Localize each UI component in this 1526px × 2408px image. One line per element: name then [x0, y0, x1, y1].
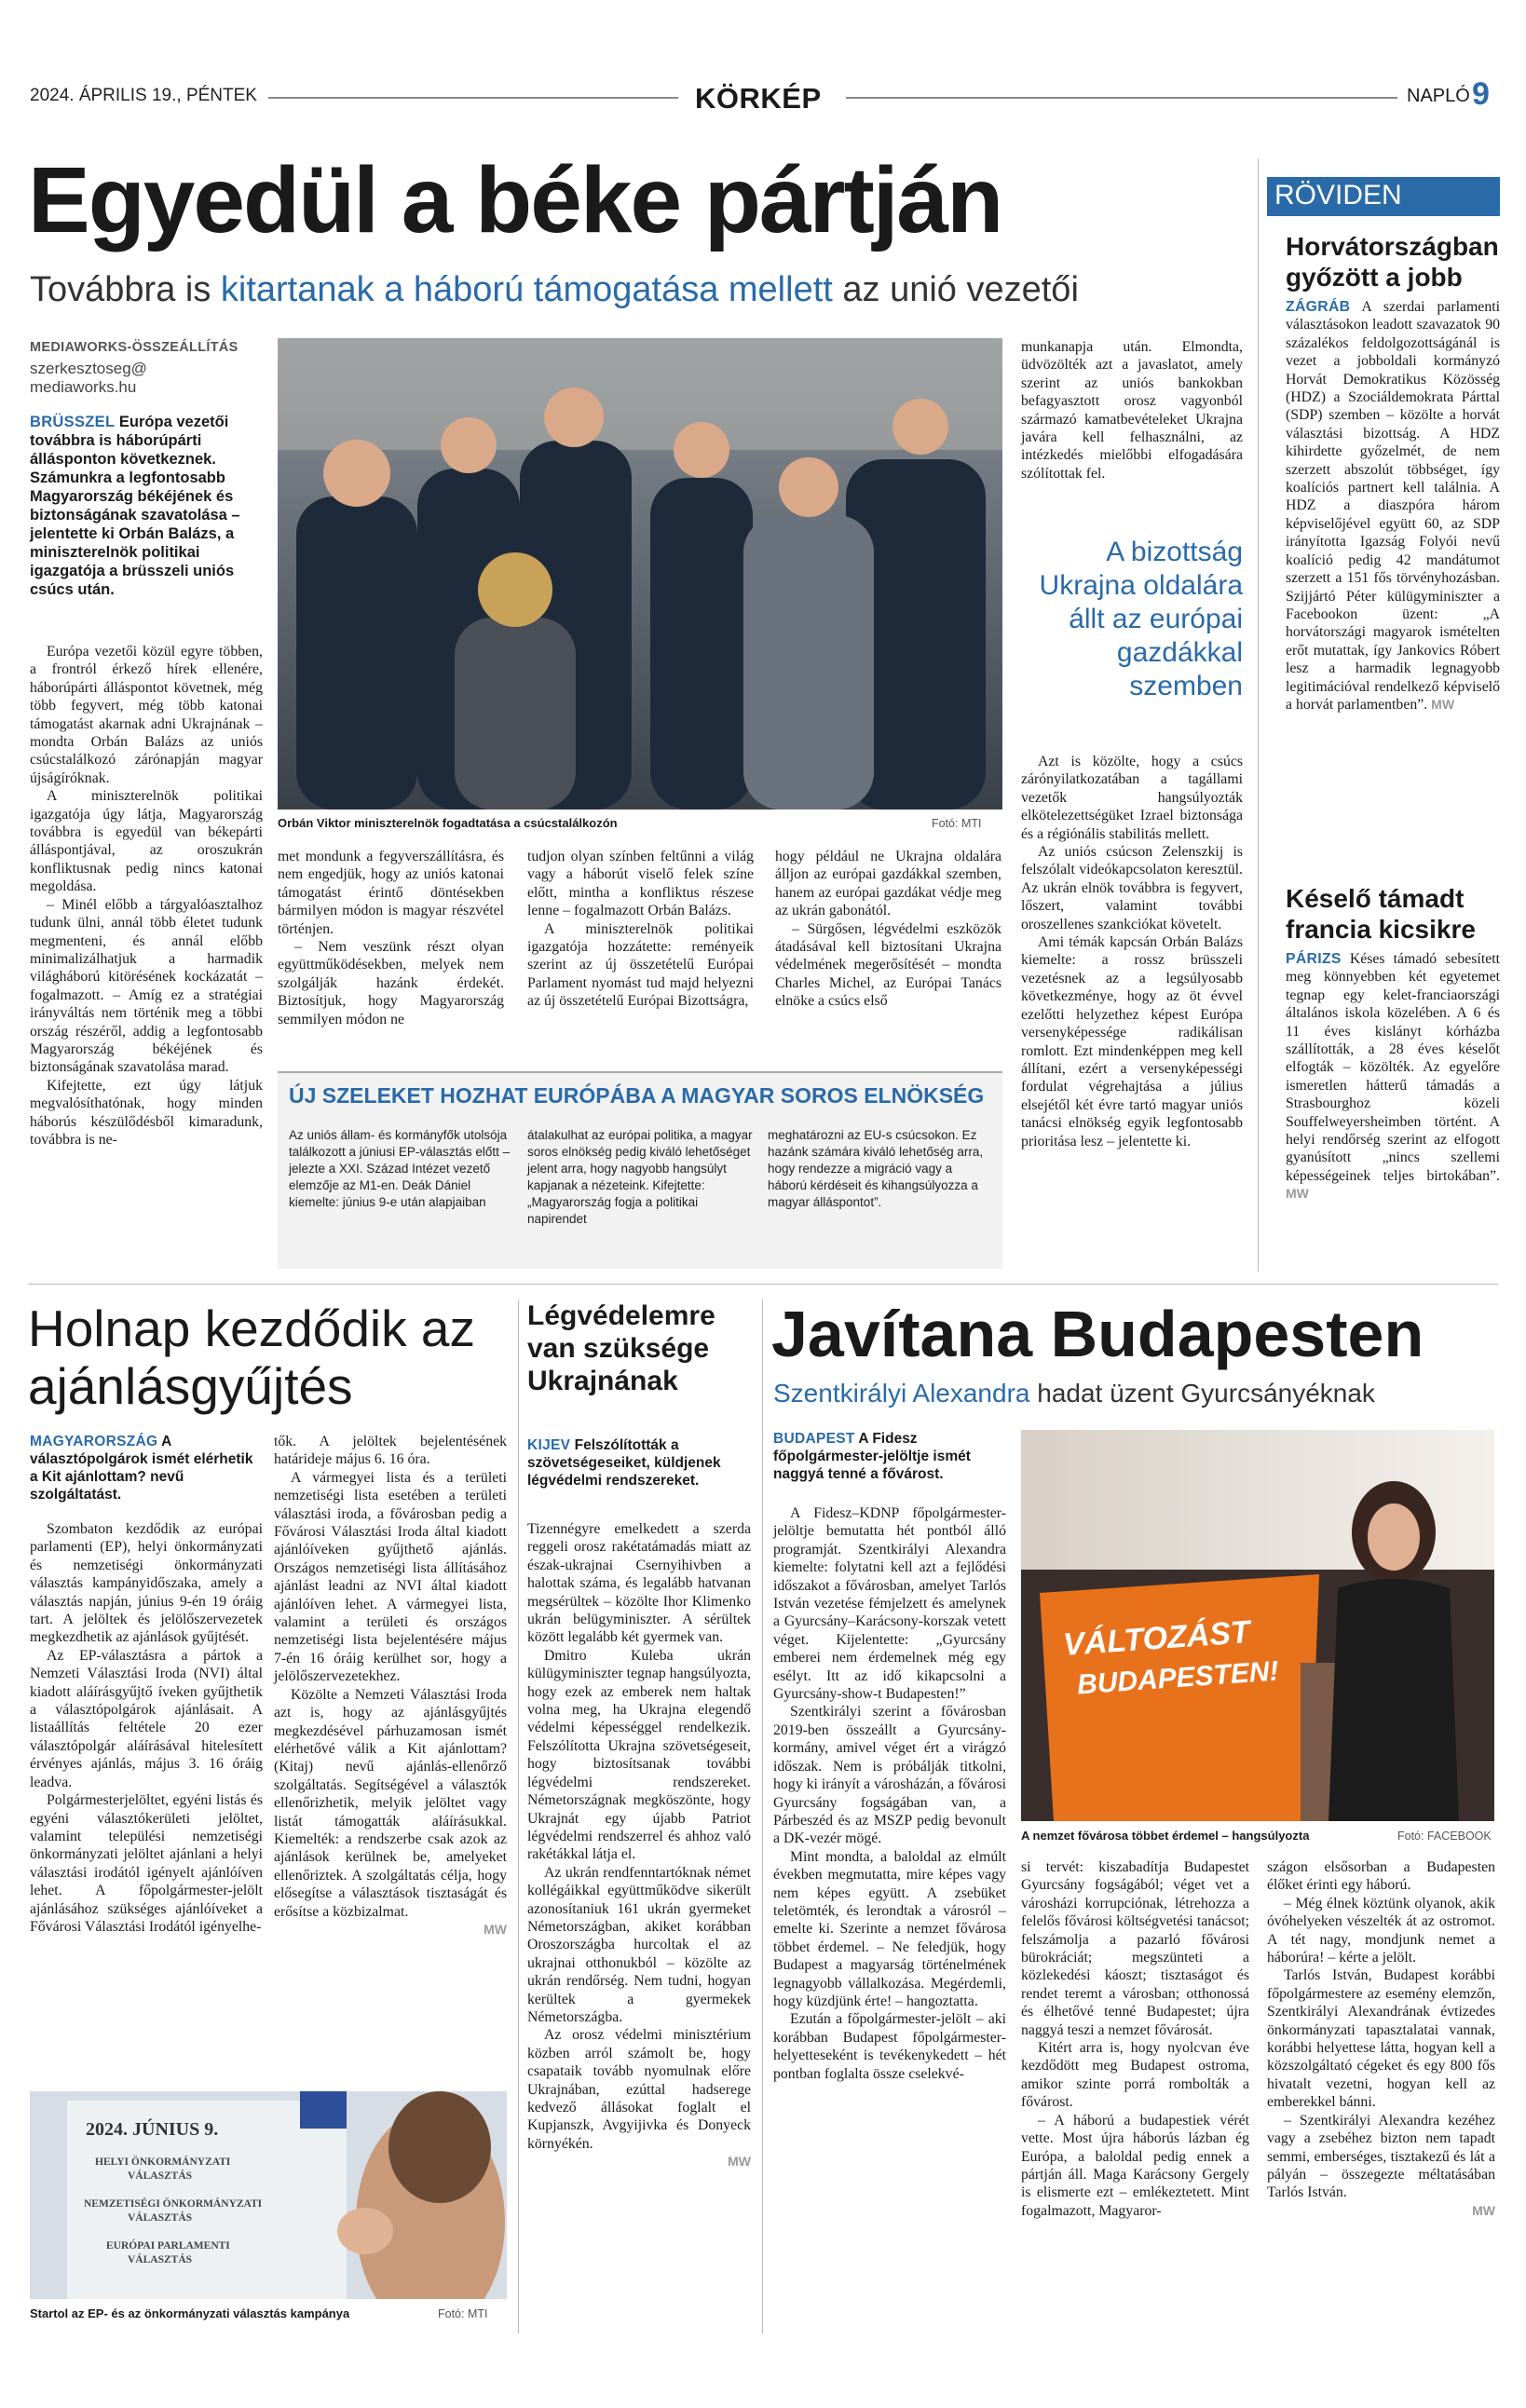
- paragraph: si tervét: kiszabadítja Budapestet Gyurcsány fogságából; véget vet a városházi korrupciónak, létrehozza a felelős fővárosi költségvetési tanácsot; felszámolja a pazarló fővárosi bürokráciát; megszünteti a közlekedési káoszt; tisztaságot és rendet teremt a városban; otthonossá és élhetővé tenné Budapestet; újra naggyá teszi a nemzet fővárosát.: [1021, 1859, 1249, 2038]
- budapest-lead-text: A Fidesz főpolgármester-jelöltje ismét naggyá tenné a fővárost.: [773, 1431, 971, 1482]
- ajanlas-col-1: [30, 1520, 263, 1936]
- sidebar-text-2: Késes támadó sebesített meg könnyebben két egyetemet tegnap egy kelet-franciaországi általános iskola közelében. A 6 és 11 éves kislányt kórházba szállították, a 28 éves késelőt elfogták – közölték. Az egyelőre ismeretlen hátterű támadás a Strasbourghoz közeli Souffelweyersheimben történt. A helyi rendőrség szerint az elfogott gyanúsított „nincs szellemi képességeinek teljes birtokában”.: [1286, 951, 1500, 1184]
- ajanlas-lead: [30, 1433, 263, 1503]
- sidebar-kicker-2: PÁRIZS: [1286, 951, 1342, 967]
- paragraph: A miniszterelnök politikai igazgatója úgy látja, Magyarország továbbra is egyedül van békepárti álláspontjával, az oroszukrán konfliktusnak pedig nincs katonai megoldása.: [30, 788, 263, 895]
- main-col-5: [1021, 753, 1243, 1150]
- paragraph: – Minél előbb a tárgyalóasztalhoz tudunk ülni, annál több életet tudunk megmenteni, és annál előbb minimalizálhatjuk a harmadik világháború kitörésének kockázatát – fogalmazott. – Amíg ez a stratégiai irányváltás nem történik meg a többi ország részéről, addig a legfontosabb Magyarország békéjének és biztonságának szavatolása marad.: [30, 896, 263, 1076]
- paragraph: – A háború a budapestiek vérét vette. Most újra háborús lázban ég Európa, a baloldal pedig ennek a pártján áll. Maga Karácsony Gergely is elismerte ezt – emlékeztetett. Mint fogalmazott, Magyaror-: [1021, 2112, 1249, 2219]
- paragraph: Európa vezetői közül egyre többen, a frontról érkező hírek ellenére, háborúpárti álláspontot követnek, még több fegyvert, még több katonai támogatást akarnak adni Ukrajnának – mondta Orbán Balázs az uniós csúcstalálkozó zárónapján magyar újságíróknak.: [30, 644, 263, 786]
- legvedelem-lead: [527, 1436, 751, 1490]
- subtitle-highlight: kitartanak a háború támogatása mellett: [220, 270, 833, 309]
- main-photo-credit: Fotó: MTI: [932, 817, 982, 830]
- header-rule-right: [846, 97, 1397, 99]
- ajanlas-photo-credit: Fotó: MTI: [438, 2307, 488, 2320]
- paragraph: Ami témák kapcsán Orbán Balázs kiemelte: a rossz brüsszeli vezetésnek az a legsúlyosabb következménye, hogy az öt évvel ezelőtti helyzethez képest Európa versenyképessége radikálisan romlott. Ezt mindenképpen meg kell állítani, ezért a versenyképességi fordulat végrehajtása a július elsejétől két évre tartó magyar uniós tanácsi elnökség egyik legfontosabb prioritása lesz – jelentette ki.: [1021, 934, 1243, 1150]
- paragraph: Dmitro Kuleba ukrán külügyminiszter tegnap hangsúlyozta, hogy ezek az emberek nem haltak volna meg, ha Ukrajna elegendő védelmi képességgel rendelkezik. Felszólította Ukrajna szövetségeseit, hogy biztosítsanak további légvédelmi rendszereket. Németországnak megköszönte, hogy Ukrajnát egy újabb Patriot légvédelmi rendszerrel és ahhoz való rakétákkal látja el.: [527, 1647, 751, 1863]
- budapest-lead: [773, 1430, 1006, 1483]
- legvedelem-signature: MW: [728, 2154, 751, 2170]
- ajanlas-photo-caption: Startol az EP- és az önkormányzati választás kampánya: [30, 2306, 350, 2320]
- budapest-subtitle: [773, 1379, 1375, 1408]
- main-col-1: [30, 643, 263, 1149]
- paragraph: tők. A jelöltek bejelentésének határideje május 6. 16 óra.: [274, 1434, 507, 1468]
- paragraph: – Nem veszünk részt olyan együttműködésekben, melyek nem szolgálják hazánk érdekét. Biztosítjuk, hogy Magyarország semmilyen módon ne: [278, 939, 504, 1027]
- sidebar-story-2: [1286, 950, 1500, 1204]
- paragraph: Polgármesterjelöltet, egyéni listás és egyéni választókerületi jelöltet, valamint települési nemzetiségi önkormányzati jelöltet ajánlani a helyi választási irodától igényelt ajánlóíven lehet. A főpolgármester-jelölt ajánlásához szükséges ajánlóíveket a Fővárosi Választási Irodától igényelhe-: [30, 1792, 263, 1935]
- paragraph: munkanapja után. Elmondta, üdvözölték azt a javaslatot, amely szerint az uniós bankokban befagyasztott orosz vagyonból származó kamatbevételeket Ukrajna javára kell felhasználni, az intézkedés mielőbbi elfogadására szólítottak fel.: [1021, 339, 1243, 482]
- paragraph: hogy például ne Ukrajna oldalára álljon az európai gazdákkal szemben, hanem az európai gazdákat védje meg az ukrán gabonától.: [775, 849, 1001, 919]
- paragraph: Tizennégyre emelkedett a szerda reggeli orosz rakétatámadás miatt az észak-ukrajnai Csernyihivben a halottak száma, és legalább hatvanan megsérültek – közölte Ihor Klimenko ukrán belügyminiszter. A sérültek között legalább két gyermek van.: [527, 1521, 751, 1646]
- main-lead: [30, 413, 263, 599]
- legvedelem-lead-text: Felszólították a szövetségeseiket, küldjenek légvédelmi rendszereket.: [527, 1437, 721, 1489]
- budapest-col-1: [773, 1504, 1006, 2083]
- byline-email-1: szerkesztoseg@: [30, 360, 147, 377]
- sidebar-signature-2: MW: [1286, 1186, 1309, 1202]
- ajanlas-col-2: [274, 1433, 507, 1939]
- main-photo: [278, 338, 1002, 809]
- byline: MEDIAWORKS-ÖSSZEÁLLÍTÁS: [30, 340, 238, 355]
- legvedelem-headline: Légvédelemre van szüksége Ukrajnának: [527, 1300, 715, 1396]
- legvedelem-kicker: KIJEV: [527, 1437, 571, 1453]
- sidebar-kicker-1: ZÁGRÁB: [1286, 299, 1351, 315]
- paragraph: Közölte a Nemzeti Választási Iroda azt is, hogy az ajánlásgyűjtés megkezdésével párhuzamosan ismét elérhetővé válik a Kit ajánlottam? (Kitaj) nevű ajánlás-ellenőrző szolgáltatás. Segítségével a választók ellenőrizhetik, melyik jelöltet vagy listát támogatták aláírásukkal. Kiemelték: a rendszerbe csak azok az ajánlások kerülnek be, amelyeket ellenőriztek. A szolgáltatás célja, hogy elősegítse a választások tisztaságát és erősítse a közbizalmat.: [274, 1686, 507, 1920]
- banner-line-2: BUDAPESTEN!: [1076, 1655, 1280, 1701]
- paragraph: Az orosz védelmi minisztérium közben arról számolt be, hogy csapataik tovább nyomulnak előre Ukrajnában, ezúttal hadserege kedvező állásokat foglalt el Kupjanszk, Avgyijivka és Donyeck környékén.: [527, 2027, 751, 2152]
- ajanlas-lead-text: A választópolgárok ismét elérhetik a Kit ajánlottam? nevű szolgáltatást.: [30, 1434, 253, 1503]
- budapest-headline: Javítana Budapesten: [771, 1298, 1424, 1370]
- ajanlas-kicker: MAGYARORSZÁG: [30, 1434, 158, 1449]
- sidebar-signature-1: MW: [1431, 696, 1455, 712]
- budapest-photo-caption: A nemzet fővárosa többet érdemel – hangsúlyozta: [1021, 1829, 1310, 1843]
- paragraph: A Fidesz–KDNP főpolgármester-jelöltje bemutatta hét pontból álló programját. Szentkirályi Alexandra kiemelte: folytatni kell azt a fejlődési időszakot a fővárosban, amelyet Tarlós István vezetése fémjelzett és amelynek a Gyurcsány–Karácsony-korszak vetett véget. Kijelentette: „Gyurcsány emberei nem érdemelnek még egy esélyt. Itt az idő kikapcsolni a Gyurcsány-show-t Budapesten!”: [773, 1505, 1006, 1703]
- paragraph: Mint mondta, a baloldal az elmúlt években megmutatta, mire képes vagy nem képes együtt. A zsebüket teletömték, és lerondtak a városról – emelte ki. Szerinte a nemzet fővárosa többet érdemel. – Ne feledjük, hogy Budapest a magyarság történelmének legnagyobb vállalkozása. Megérdemli, hogy küzdjünk érte! – hangoztatta.: [773, 1848, 1006, 2009]
- budapest-kicker: BUDAPEST: [773, 1431, 855, 1447]
- column-divider: [518, 1299, 519, 2333]
- paragraph: Ezután a főpolgármester-jelölt – aki korábban Budapest főpolgármester-helyetteseként is tevékenykedett – hét pontban foglalta össze cselekvé-: [773, 2011, 1006, 2082]
- banner-line-1: VÁLTOZÁST: [1061, 1614, 1251, 1663]
- page-number: 9: [1472, 76, 1490, 112]
- paragraph: Azt is közölte, hogy a csúcs zárónyilatkozatában a tagállami vezetők hangsúlyozták elkötelezettségüket Izrael biztonsága és a régiónális stabilitás mellett.: [1021, 754, 1243, 842]
- ajanlas-headline: Holnap kezdődik az ajánlásgyűjtés: [28, 1299, 476, 1415]
- sidebar-label: RÖVIDEN: [1267, 177, 1500, 216]
- paragraph: Kitért arra is, hogy nyolcvan éve kezdődött meg Budapest ostroma, amikor szinte porrá rombolták a fővárost.: [1021, 2040, 1249, 2111]
- sidebar-headline-2: Késelő támadt francia kicsikre: [1286, 884, 1476, 944]
- budapest-col-2: [1021, 1858, 1249, 2220]
- main-col-5-top: [1021, 338, 1243, 483]
- pull-quote: A bizottság Ukrajna oldalára állt az európai gazdákkal szemben: [1039, 537, 1243, 701]
- column-divider: [1258, 158, 1259, 1272]
- poster-line-5: EURÓPAI PARLAMENTI: [106, 2240, 230, 2252]
- subtitle-part-c: az unió vezetői: [832, 270, 1079, 309]
- header-rule-left: [268, 97, 678, 99]
- poster-line-2: VÁLASZTÁS: [128, 2170, 193, 2182]
- legvedelem-col: [527, 1520, 751, 2171]
- paragraph: Kifejtette, ezt úgy látjuk megvalósíthatónak, hogy minden háborús készülődésből kimaradunk, továbbra is ne-: [30, 1077, 263, 1148]
- lead-text: Európa vezetői továbbra is háborúpárti állásponton következnek. Számunkra a legfontosabb Magyarország békéjének és biztonságának szavatolása – jelentette ki Orbán Balázs, a miniszterelnök politikai igazgatója a brüsszeli uniós csúcs után.: [30, 414, 240, 598]
- column-divider: [762, 1299, 763, 2333]
- paragraph: – Még élnek köztünk olyanok, akik óvóhelyeken vészelték át az ostromot. A tét nagy, mondjunk nemet a háborúra! – kérte a jelölt.: [1267, 1895, 1495, 1966]
- budapest-signature: MW: [1472, 2202, 1495, 2218]
- header-date: 2024. ÁPRILIS 19., PÉNTEK: [30, 86, 257, 105]
- highlight-box-title: ÚJ SZELEKET HOZHAT EURÓPÁBA A MAGYAR SOROS ELNÖKSÉG: [289, 1083, 985, 1108]
- budapest-photo-credit: Fotó: FACEBOOK: [1397, 1830, 1492, 1843]
- paragraph: tudjon olyan színben feltűnni a világ vagy a háborút viselő felek színe előtt, mintha a konfliktus részese lenne – fogalmazott Orbán Balázs.: [527, 849, 754, 919]
- budapest-subtitle-rest: hadat üzent Gyurcsányéknak: [1029, 1379, 1375, 1408]
- section-separator: [28, 1284, 1498, 1285]
- paragraph: – Szentkirályi Alexandra kezéhez vagy a zsebéhez bizton nem tapadt semmi, emberséges, tisztakezű és lát a pályán – összegezte méltatásában Tarlós István.: [1267, 2112, 1495, 2201]
- paragraph: Szentkirályi szerint a fővárosban 2019-ben összeállt a Gyurcsány-kormány, amivel véget ért a virágzó időszak. Nem is próbálják titkolni, hogy ki irányít a városházán, a fővárosi Gyurcsány fogságában van, a Párbeszéd és az MSZP pedig bevonult a DK-vezér mögé.: [773, 1704, 1006, 1847]
- paper-name: NAPLÓ: [1407, 86, 1470, 106]
- poster-date: 2024. JÚNIUS 9.: [86, 2119, 219, 2140]
- main-col-2: [278, 848, 504, 1028]
- paragraph: Tarlós István, Budapest korábbi főpolgármestere az esemény elemzőn, Szentkirályi Alexandrának évtizedes önkormányzati tapasztalatai vannak, korábbi helyettese látta, hogyan kell a közszolgáltató cégeket és egy 800 fős hivatalt vezetni, hogyan kell az emberekkel bánni.: [1267, 1967, 1495, 2111]
- highlight-box-col-2: átalakulhat az európai politika, a magyar soros elnökség pedig kiváló lehetőséget jelent arra, hogy nagyobb hangsúlyt kapjanak a nézeteink. Kifejtette: „Magyarország fogja a politikai napirendet: [527, 1128, 753, 1226]
- main-col-3: [527, 848, 754, 1011]
- paragraph: szágon elsősorban a Budapesten élőket érinti egy háború.: [1267, 1859, 1495, 1894]
- budapest-subtitle-name: Szentkirályi Alexandra: [773, 1379, 1030, 1408]
- sidebar-headline-1: Horvátországban győzött a jobb: [1286, 232, 1499, 292]
- budapest-col-3: [1267, 1858, 1495, 2220]
- sidebar-text-1: A szerdai parlamenti választásokon leadott szavazatok 90 százalékos feldolgozottságánál is vezet a jobboldali kormányzó Horvát Demokratikus Közösség (HDZ) a Szociáldemokrata Párttal (SDP) szemben – közölte a horvát választási bizottság. A HDZ kihirdette győzelmét, de nem szerzett abszolút többséget, így koalíciós partnert kell találnia. A HDZ a diaszpóra három képviselőjével együtt 60, az SDP irányította Igazság Folyói nevű koalíció pedig 42 mandátumot szerzett a 151 fős törvényhozásban. Szijjártó Péter külügyminiszter a Facebookon üzent: „A horvátországi magyarok ismételten erőt mutattak, így Jankovics Róbert lesz a harmadik legnagyobb legitimációval rendelkező képviselő a horvát parlamentben”.: [1286, 299, 1500, 713]
- lead-kicker: BRÜSSZEL: [30, 414, 116, 430]
- section-label: KÖRKÉP: [695, 82, 822, 115]
- poster-line-1: HELYI ÖNKORMÁNYZATI: [95, 2156, 231, 2168]
- byline-email-2: mediaworks.hu: [30, 378, 137, 396]
- main-photo-caption: Orbán Viktor miniszterelnök fogadtatása a csúcstalálkozón: [278, 816, 618, 830]
- paragraph: A vármegyei lista és a területi nemzetiségi lista esetében a területi választási iroda, a fővárosban pedig a Fővárosi Választási Iroda által kiadott ajánlóíveken gyűjthető ajánlás. Országos nemzetiségi lista állításához ajánlást leadni az NVI által kiadott ajánlóíven lehet. A vármegyei lista, valamint a területi és országos nemzetiségi lista bejelentésére május 7-én 16 óráig kerülhet sor, hogy a jelölőszervezetekhez.: [274, 1469, 507, 1685]
- paragraph: Szombaton kezdődik az európai parlamenti (EP), helyi önkormányzati és nemzetiségi önkormányzati választás kampányidőszaka, amely a választás napján, június 9-én 19 óráig tart. A jelöltek és jelölőszervezetek megkezdhetik az ajánlások gyűjtését.: [30, 1521, 263, 1646]
- paragraph: A miniszterelnök politikai igazgatója hozzátette: reményeik szerint az új összetételű Európai Parlament nyomást tud majd helyezni az új összetételű Európai Bizottságra,: [527, 920, 754, 1010]
- budapest-photo: [1021, 1430, 1494, 1821]
- highlight-box-col-3: meghatározni az EU-s csúcsokon. Ez hazánk számára kiváló lehetőség arra, hogy rendezze a migráció vagy a háború kérdéseit és kihangsúlyozza a magyar álláspontot”.: [768, 1128, 984, 1209]
- poster-line-3: NEMZETISÉGI ÖNKORMÁNYZATI: [84, 2198, 263, 2210]
- ajanlas-signature: MW: [484, 1921, 507, 1937]
- paragraph: met mondunk a fegyverszállításra, és nem engedjük, hogy az uniós katonai támogatást érintő döntésekben bármilyen módon is magyar részvétel történjen.: [278, 849, 504, 937]
- sidebar-story-1: [1286, 298, 1500, 714]
- paragraph: Az ukrán rendfenntartóknak német kollégáikkal együttműködve sikerült azonosítaniuk 161 ukrán gyermeket Németországban, akiket korábban Oroszországba hurcoltak el az ukrajnai otthonukból – közölte az ukrán rendőrség. Nem tudni, hogyan kerültek a gyermekek Németországba.: [527, 1864, 751, 2025]
- paragraph: Az uniós csúcson Zelenszkij is felszólalt videókapcsolaton keresztül. Az ukrán elnök továbbra is fegyvert, lőszert, valamint további oroszellenes szankciókat követelt.: [1021, 844, 1243, 932]
- poster-line-4: VÁLASZTÁS: [128, 2212, 193, 2224]
- main-subtitle: [30, 270, 1079, 310]
- highlight-box-col-1: Az uniós állam- és kormányfők utolsója találkozott a júniusi EP-választás előtt – jelezte a XXI. Század Intézet vezető elemzője az M1-en. Deák Dániel kiemelte: június 9-e után alapjaiban: [289, 1128, 511, 1209]
- main-col-4: [775, 848, 1001, 1011]
- paragraph: – Sürgősen, légvédelmi eszközök átadásával kell biztosítani Ukrajna védelmének megerősítését – mondta Charles Michel, az Európai Tanács elnöke a csúcs első: [775, 920, 1001, 1010]
- poster-line-6: VÁLASZTÁS: [128, 2254, 193, 2265]
- main-headline: Egyedül a béke pártján: [28, 148, 1002, 252]
- ajanlas-photo: [30, 2091, 507, 2299]
- subtitle-part-a: Továbbra is: [30, 270, 221, 309]
- paragraph: Az EP-választásra a pártok a Nemzeti Választási Iroda (NVI) által kiadott aláírásgyűjtő íveken gyűjthetik a választópolgárok ajánlásait. A listaállítás feltétele 20 ezer választópolgár aláírásával hitelesített érvényes ajánlás, május 3. 16 óráig leadva.: [30, 1647, 263, 1790]
- photo-illustration: [278, 338, 1002, 809]
